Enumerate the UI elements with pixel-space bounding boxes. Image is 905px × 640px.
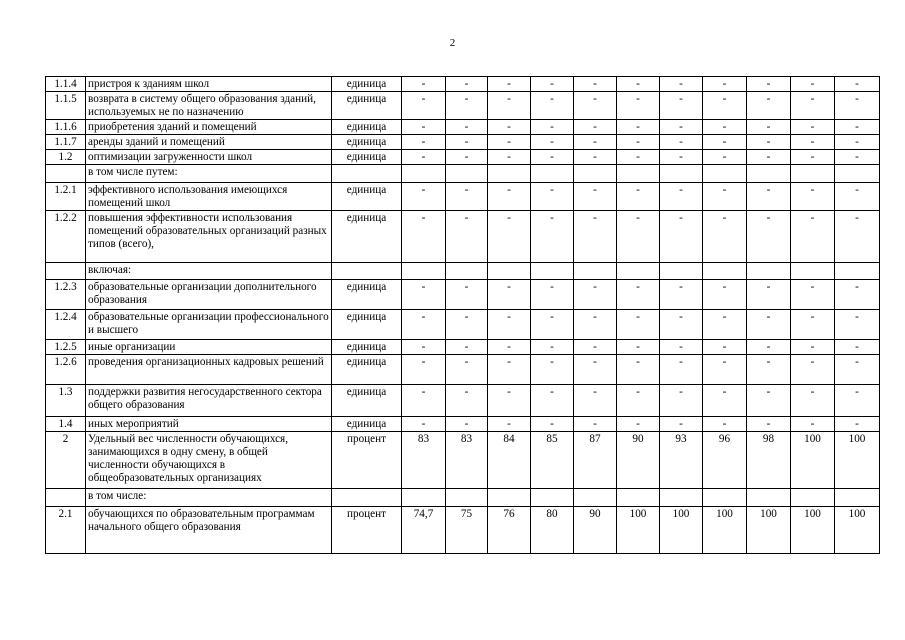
value-cell: - [660,150,703,165]
value-cell: 100 [703,507,747,554]
value-cell [703,165,747,183]
value-cell: - [791,77,835,92]
row-unit: единица [332,417,402,432]
value-cell: - [574,120,617,135]
value-cell: 93 [660,432,703,489]
row-description: Удельный вес численности обучающихся, занимающихся в одну смену, в общей численности обучающихся в общеобразовательных организациях [86,432,332,489]
value-cell: - [531,385,574,417]
value-cell: - [446,340,488,355]
row-unit: единица [332,340,402,355]
value-cell: - [747,211,791,263]
row-unit: единица [332,92,402,120]
value-cell: - [402,120,446,135]
value-cell: - [531,77,574,92]
value-cell: - [747,92,791,120]
row-number: 1.4 [46,417,86,432]
value-cell: - [446,417,488,432]
value-cell: - [747,183,791,211]
row-description: образовательные организации профессионального и высшего [86,310,332,340]
table-row [46,310,880,340]
value-cell [531,165,574,183]
value-cell: - [488,417,531,432]
table-row [46,489,880,507]
value-cell: - [488,150,531,165]
value-cell: - [488,385,531,417]
row-description: оптимизации загруженности школ [86,150,332,165]
value-cell: - [446,77,488,92]
row-number [46,165,86,183]
row-number: 1.1.7 [46,135,86,150]
value-cell: - [703,211,747,263]
value-cell: 90 [617,432,660,489]
value-cell: - [446,150,488,165]
value-cell: - [617,92,660,120]
value-cell: - [402,310,446,340]
value-cell: - [660,385,703,417]
value-cell [617,165,660,183]
row-unit: единица [332,183,402,211]
row-number: 1.1.6 [46,120,86,135]
value-cell: - [574,385,617,417]
value-cell: 83 [446,432,488,489]
value-cell: - [402,340,446,355]
value-cell [617,489,660,507]
value-cell: - [574,340,617,355]
table-row [46,77,880,92]
row-description: обучающихся по образовательным программам начального общего образования [86,507,332,554]
value-cell: - [660,77,703,92]
row-unit: единица [332,385,402,417]
value-cell: - [446,310,488,340]
row-number: 1.2 [46,150,86,165]
value-cell [446,263,488,280]
table-row [46,211,880,263]
row-number: 1.2.4 [46,310,86,340]
value-cell: - [574,310,617,340]
value-cell: 100 [835,432,880,489]
value-cell: 100 [791,432,835,489]
value-cell: 76 [488,507,531,554]
value-cell [791,165,835,183]
value-cell: - [835,120,880,135]
value-cell: - [835,310,880,340]
row-unit: процент [332,507,402,554]
row-description: эффективного использования имеющихся помещений школ [86,183,332,211]
value-cell [488,489,531,507]
value-cell: - [446,385,488,417]
value-cell: - [660,92,703,120]
row-description: приобретения зданий и помещений [86,120,332,135]
value-cell: - [835,280,880,310]
row-description: образовательные организации дополнительного образования [86,280,332,310]
row-number: 1.2.2 [46,211,86,263]
value-cell: - [791,120,835,135]
value-cell [660,263,703,280]
value-cell: - [531,92,574,120]
value-cell [617,263,660,280]
value-cell: - [402,385,446,417]
value-cell: 80 [531,507,574,554]
value-cell: - [488,310,531,340]
value-cell: - [488,183,531,211]
value-cell: - [703,120,747,135]
value-cell: - [835,355,880,385]
indicators-table [45,76,880,554]
value-cell: - [402,183,446,211]
value-cell: - [488,211,531,263]
value-cell: - [446,183,488,211]
row-description: возврата в систему общего образования зданий, используемых не по назначению [86,92,332,120]
value-cell: - [617,310,660,340]
value-cell: 83 [402,432,446,489]
value-cell: - [446,280,488,310]
value-cell: - [617,77,660,92]
value-cell: - [660,310,703,340]
value-cell: - [446,355,488,385]
row-unit: единица [332,135,402,150]
value-cell: - [402,211,446,263]
value-cell [747,165,791,183]
table-row [46,385,880,417]
row-description: иных мероприятий [86,417,332,432]
value-cell: - [703,340,747,355]
row-description: пристроя к зданиям школ [86,77,332,92]
value-cell: - [703,92,747,120]
value-cell: - [402,135,446,150]
table-row [46,280,880,310]
row-number: 2 [46,432,86,489]
table-row [46,340,880,355]
value-cell: - [531,355,574,385]
value-cell: - [488,280,531,310]
value-cell: 100 [617,507,660,554]
value-cell: - [791,385,835,417]
table-row [46,92,880,120]
value-cell: - [574,417,617,432]
value-cell: - [791,183,835,211]
value-cell: 84 [488,432,531,489]
value-cell: - [488,92,531,120]
value-cell: 90 [574,507,617,554]
value-cell: - [660,135,703,150]
value-cell [488,263,531,280]
value-cell: - [703,355,747,385]
value-cell: - [747,150,791,165]
value-cell: - [402,355,446,385]
value-cell: - [617,355,660,385]
value-cell [531,489,574,507]
value-cell: - [617,385,660,417]
row-number: 1.1.4 [46,77,86,92]
row-number: 1.2.3 [46,280,86,310]
row-number [46,489,86,507]
row-number: 1.1.5 [46,92,86,120]
value-cell: - [660,183,703,211]
table-row [46,120,880,135]
value-cell: - [531,310,574,340]
row-unit: единица [332,280,402,310]
value-cell: - [574,92,617,120]
value-cell: 96 [703,432,747,489]
table-row [46,507,880,554]
row-unit: единица [332,355,402,385]
table-row [46,165,880,183]
value-cell [574,489,617,507]
value-cell: 100 [835,507,880,554]
value-cell: 74,7 [402,507,446,554]
row-number: 1.2.1 [46,183,86,211]
row-number: 1.2.6 [46,355,86,385]
row-number: 2.1 [46,507,86,554]
value-cell: - [660,211,703,263]
value-cell: - [660,417,703,432]
value-cell: - [531,150,574,165]
value-cell: - [488,135,531,150]
value-cell: - [617,211,660,263]
value-cell: - [531,120,574,135]
value-cell: - [835,211,880,263]
value-cell [531,263,574,280]
row-description: в том числе путем: [86,165,332,183]
value-cell: - [531,211,574,263]
value-cell: - [835,135,880,150]
value-cell: - [660,340,703,355]
value-cell: - [660,355,703,385]
value-cell: 100 [660,507,703,554]
value-cell: - [660,120,703,135]
table-row [46,355,880,385]
table-row [46,183,880,211]
value-cell: 100 [791,507,835,554]
value-cell: - [835,150,880,165]
value-cell [791,489,835,507]
value-cell: - [703,310,747,340]
value-cell: - [703,280,747,310]
row-description: поддержки развития негосударственного сектора общего образования [86,385,332,417]
value-cell: - [488,120,531,135]
value-cell: - [791,417,835,432]
table-row [46,135,880,150]
value-cell [402,165,446,183]
row-number: 1.2.5 [46,340,86,355]
value-cell: - [574,355,617,385]
value-cell: - [488,340,531,355]
value-cell [703,489,747,507]
value-cell: - [617,183,660,211]
value-cell [402,263,446,280]
value-cell: - [703,417,747,432]
row-description: иные организации [86,340,332,355]
value-cell: - [617,135,660,150]
value-cell [660,489,703,507]
row-unit [332,165,402,183]
value-cell: - [835,92,880,120]
table-row [46,150,880,165]
value-cell [747,489,791,507]
value-cell: - [402,280,446,310]
value-cell: - [791,280,835,310]
value-cell: - [835,417,880,432]
value-cell: - [747,355,791,385]
table-row [46,263,880,280]
value-cell: - [446,120,488,135]
row-description: повышения эффективности использования помещений образовательных организаций разных типов (всего), [86,211,332,263]
row-unit: единица [332,150,402,165]
value-cell: - [531,340,574,355]
value-cell: - [617,120,660,135]
value-cell: - [747,310,791,340]
row-unit [332,489,402,507]
value-cell: - [531,417,574,432]
value-cell: - [703,385,747,417]
row-description: включая: [86,263,332,280]
value-cell [446,489,488,507]
value-cell: - [617,340,660,355]
value-cell [488,165,531,183]
value-cell: - [791,150,835,165]
page-number: 2 [449,37,456,49]
value-cell: - [446,135,488,150]
value-cell: - [574,77,617,92]
table-row [46,432,880,489]
row-unit: единица [332,211,402,263]
value-cell: - [791,355,835,385]
row-description: проведения организационных кадровых решений [86,355,332,385]
value-cell: 100 [747,507,791,554]
value-cell [835,263,880,280]
value-cell: - [402,92,446,120]
value-cell: - [747,77,791,92]
value-cell: - [791,211,835,263]
value-cell: - [531,135,574,150]
value-cell: - [747,385,791,417]
value-cell: - [531,280,574,310]
value-cell [835,165,880,183]
value-cell: 85 [531,432,574,489]
row-unit: единица [332,120,402,135]
value-cell: - [402,150,446,165]
value-cell: - [703,135,747,150]
row-description: аренды зданий и помещений [86,135,332,150]
row-unit: процент [332,432,402,489]
value-cell: - [660,280,703,310]
row-number: 1.3 [46,385,86,417]
value-cell: 87 [574,432,617,489]
row-unit: единица [332,77,402,92]
value-cell: - [574,280,617,310]
value-cell: - [446,211,488,263]
row-number [46,263,86,280]
value-cell: - [574,150,617,165]
value-cell: - [703,183,747,211]
value-cell [835,489,880,507]
value-cell: - [835,183,880,211]
table-row [46,417,880,432]
value-cell: - [791,340,835,355]
value-cell: - [574,135,617,150]
row-description: в том числе: [86,489,332,507]
row-unit: единица [332,310,402,340]
value-cell: - [835,340,880,355]
value-cell: - [791,135,835,150]
value-cell: - [574,183,617,211]
value-cell: - [747,340,791,355]
value-cell: - [791,310,835,340]
value-cell [574,263,617,280]
value-cell: - [574,211,617,263]
value-cell: - [617,417,660,432]
value-cell: - [617,280,660,310]
value-cell [703,263,747,280]
value-cell: - [402,77,446,92]
value-cell: 75 [446,507,488,554]
value-cell: - [791,92,835,120]
value-cell: - [703,77,747,92]
value-cell: - [747,280,791,310]
value-cell: - [835,77,880,92]
value-cell [660,165,703,183]
value-cell: - [747,120,791,135]
value-cell: - [488,77,531,92]
value-cell: - [617,150,660,165]
value-cell: - [531,183,574,211]
value-cell: - [488,355,531,385]
value-cell: - [402,417,446,432]
value-cell [446,165,488,183]
value-cell [402,489,446,507]
value-cell: 98 [747,432,791,489]
value-cell [747,263,791,280]
value-cell: - [446,92,488,120]
value-cell: - [747,417,791,432]
value-cell: - [703,150,747,165]
value-cell: - [747,135,791,150]
value-cell [791,263,835,280]
row-unit [332,263,402,280]
value-cell: - [835,385,880,417]
value-cell [574,165,617,183]
